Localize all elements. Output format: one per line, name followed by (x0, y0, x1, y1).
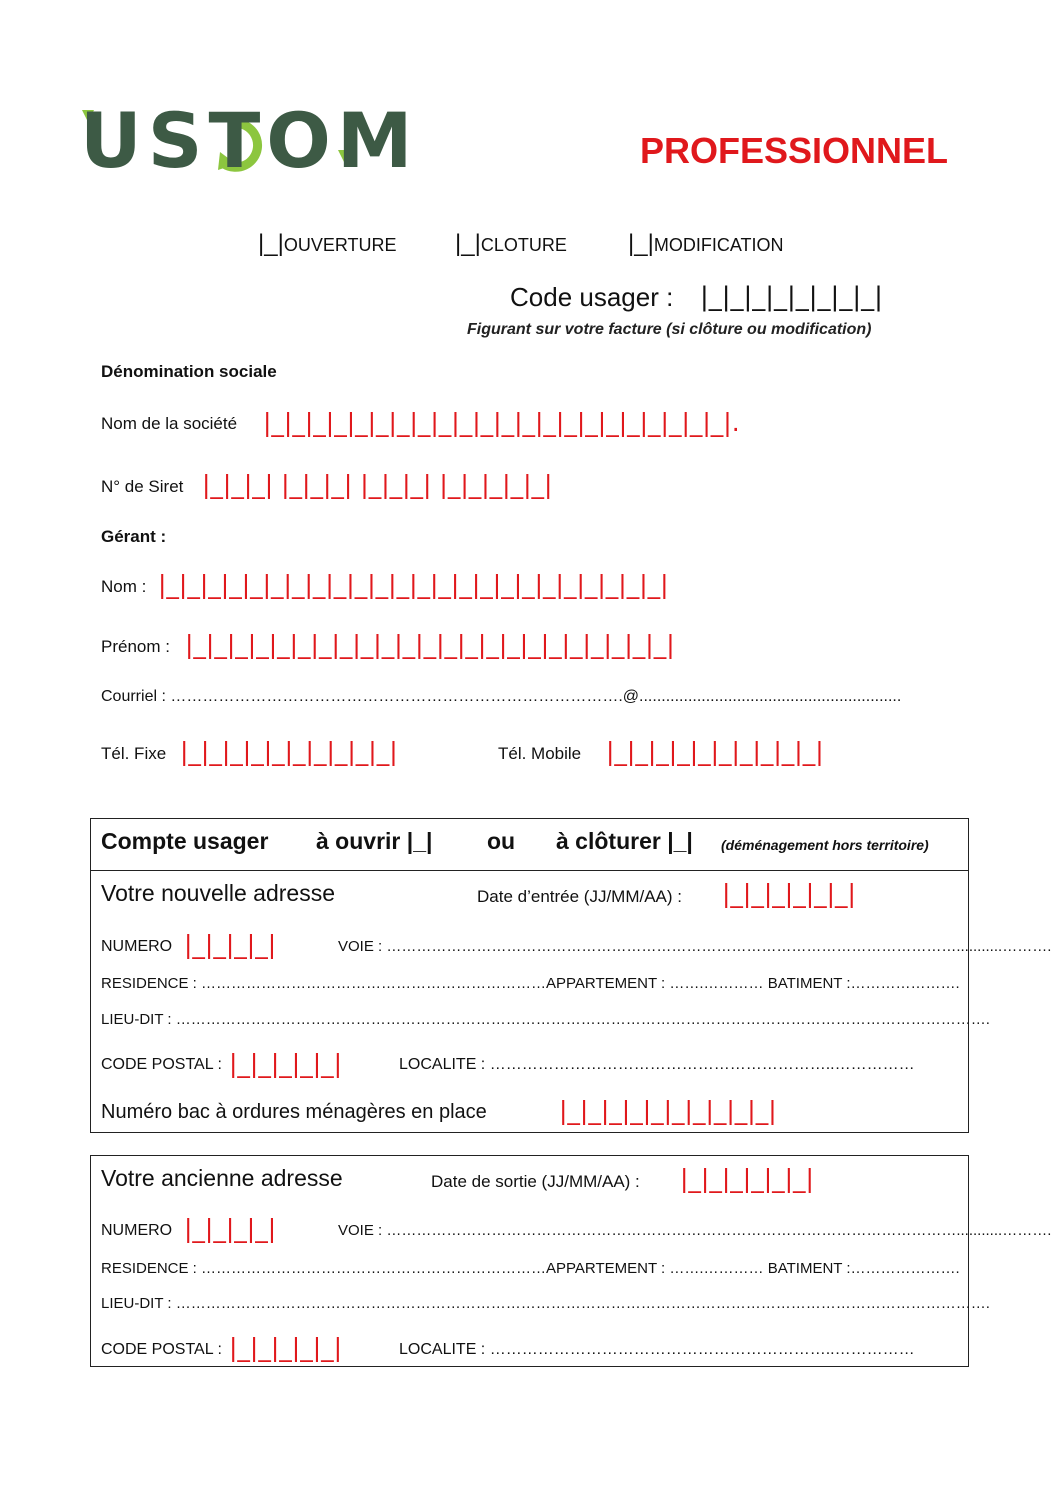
account-close-note: (déménagement hors territoire) (721, 837, 929, 853)
mobile-field[interactable]: |_|_|_|_|_|_|_|_|_|_| (606, 737, 824, 766)
new-residence-field[interactable]: RESIDENCE : ……………………………………………………………APPARTEMENT : …….………… BATIMENT :…………………. (101, 975, 960, 992)
option-cloture[interactable] (455, 230, 567, 258)
code-usager-note: Figurant sur votre facture (si clôture ou modification) (467, 321, 872, 338)
old-numero-label: NUMERO (101, 1222, 173, 1239)
old-cp-label: CODE POSTAL : (101, 1341, 222, 1358)
old-numero-field[interactable]: |_|_|_|_| (184, 1214, 277, 1243)
option-label: MODIFICATION (653, 235, 784, 255)
divider (90, 870, 969, 871)
option-modification[interactable] (628, 230, 783, 258)
option-label: CLOTURE (480, 235, 567, 255)
account-title: Compte usager (101, 828, 269, 854)
phone-field[interactable]: |_|_|_|_|_|_|_|_|_|_| (180, 737, 398, 766)
last-name-label: Nom : (101, 577, 147, 596)
company-name-label: Nom de la société (101, 414, 238, 433)
section-title-manager: Gérant : (101, 527, 167, 546)
old-voie-field[interactable]: VOIE : ……………………………………………………………………………………………………...........………. (338, 1222, 1052, 1239)
code-usager-label: Code usager : (510, 282, 674, 312)
old-date-field[interactable]: |_|_|_|_|_|_| (680, 1164, 814, 1193)
option-ouverture[interactable] (258, 230, 397, 258)
old-localite-field[interactable]: LOCALITE : ………………………………………………………..…………… (399, 1341, 915, 1358)
last-name-field[interactable]: |_|_|_|_|_|_|_|_|_|_|_|_|_|_|_|_|_|_|_|_|_|_|_|_| (158, 570, 669, 599)
checkbox-box[interactable]: |_| (455, 230, 481, 257)
new-numero-label: NUMERO (101, 938, 173, 955)
new-numero-field[interactable]: |_|_|_|_| (184, 930, 277, 959)
account-close-option[interactable]: à clôturer |_| (556, 828, 693, 854)
code-usager-field[interactable]: |_|_|_|_|_|_|_|_| (700, 282, 883, 312)
old-lieudit-field[interactable]: LIEU-DIT : ………………………………………………………………………………………………………………………………………………. (101, 1295, 990, 1312)
old-residence-field[interactable]: RESIDENCE : ……………………………………………………………APPARTEMENT : …….………… BATIMENT :…………………. (101, 1260, 960, 1277)
phone-label: Tél. Fixe (101, 744, 167, 763)
siret-label: N° de Siret (101, 477, 184, 496)
bac-field[interactable]: |_|_|_|_|_|_|_|_|_|_| (559, 1096, 777, 1125)
new-localite-field[interactable]: LOCALITE : ………………………………………………………..…………… (399, 1056, 915, 1073)
old-cp-field[interactable]: |_|_|_|_|_| (229, 1333, 343, 1362)
email-field[interactable]: Courriel : ………………………………………………………………………….@........................................................... (101, 688, 902, 705)
first-name-field[interactable]: |_|_|_|_|_|_|_|_|_|_|_|_|_|_|_|_|_|_|_|_|_|_|_| (185, 630, 675, 659)
new-lieudit-field[interactable]: LIEU-DIT : ………………………………………………………………………………………………………………………………………………. (101, 1011, 990, 1028)
account-or: ou (487, 828, 516, 854)
checkbox-box[interactable]: |_| (628, 230, 654, 257)
siret-field[interactable]: |_|_|_| |_|_|_| |_|_|_| |_|_|_|_|_| (202, 470, 553, 499)
first-name-label: Prénom : (101, 637, 170, 656)
new-address-title: Votre nouvelle adresse (101, 880, 335, 906)
category-title: PROFESSIONNEL (640, 130, 949, 171)
company-name-field[interactable]: |_|_|_|_|_|_|_|_|_|_|_|_|_|_|_|_|_|_|_|_|_|_|. (263, 408, 740, 437)
section-title-company: Dénomination sociale (101, 362, 277, 381)
old-address-title: Votre ancienne adresse (101, 1165, 343, 1191)
new-cp-field[interactable]: |_|_|_|_|_| (229, 1049, 343, 1078)
account-open-option[interactable]: à ouvrir |_| (316, 828, 433, 854)
new-voie-field[interactable]: VOIE : ……………………………………………………………………………………………………...........………. (338, 938, 1052, 955)
logo-text: USTOM (80, 96, 419, 185)
mobile-label: Tél. Mobile (498, 744, 582, 763)
checkbox-box[interactable]: |_| (258, 230, 284, 257)
new-date-field[interactable]: |_|_|_|_|_|_| (722, 879, 856, 908)
old-date-label: Date de sortie (JJ/MM/AA) : (431, 1172, 640, 1191)
logo (80, 96, 419, 185)
bac-label: Numéro bac à ordures ménagères en place (101, 1101, 487, 1123)
option-label: OUVERTURE (283, 235, 397, 255)
new-cp-label: CODE POSTAL : (101, 1056, 222, 1073)
new-date-label: Date d’entrée (JJ/MM/AA) : (477, 887, 683, 906)
